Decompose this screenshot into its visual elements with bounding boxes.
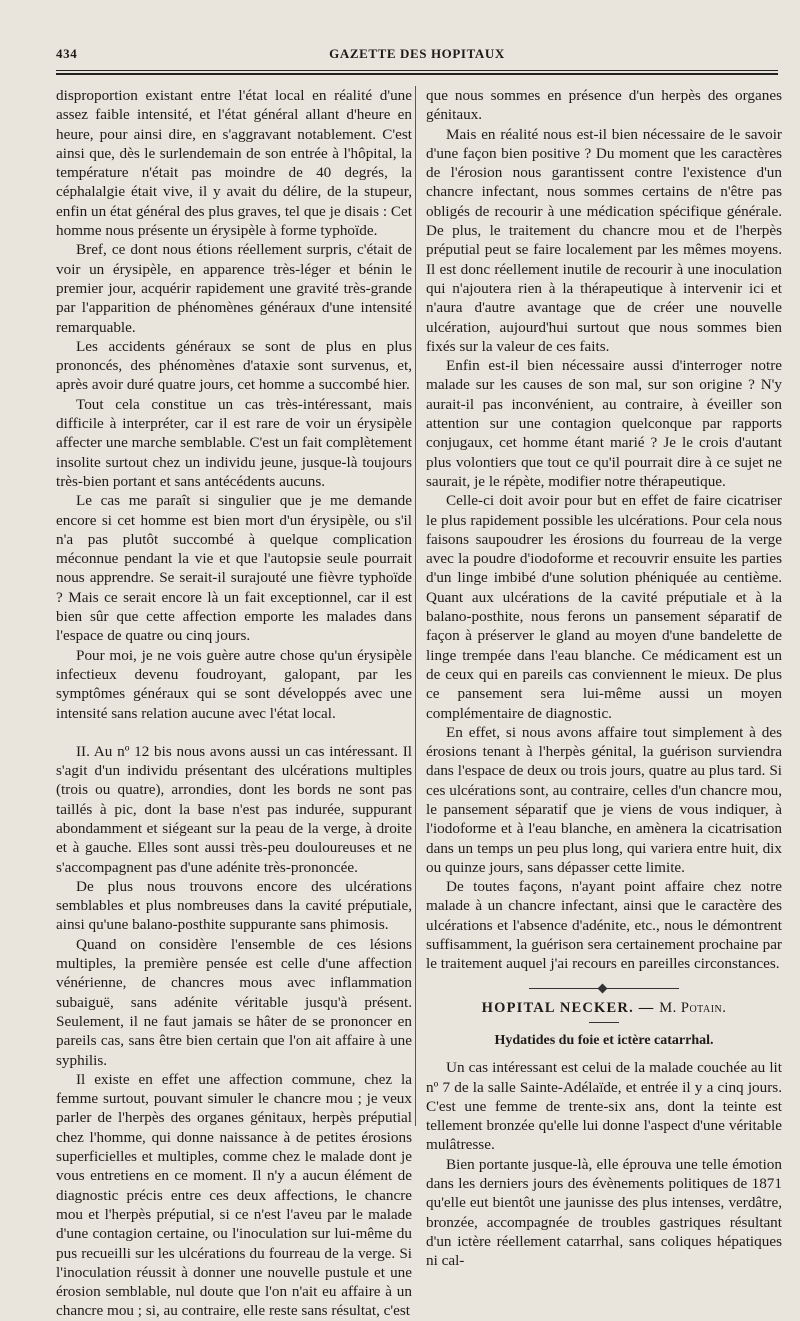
paragraph: En effet, si nous avons affaire tout simplement à des érosions tenant à l'herpès génital, la guérison surviendra dans l'espace de deux ou trois jours, quatre au plus tard. Si ces ulcérations sont, au contraire, celles d'un chancre mou, le pansement séparatif que je viens de vous indiquer, à l'iodoforme et à l'eau blanche, en amènera la cicatrisation dans un temps un peu plus long, qui variera entre huit, dix ou quinze jours, sans dépasser cette limite. (426, 723, 782, 876)
heading-rule (589, 1022, 619, 1023)
paragraph: Il existe en effet une affection commune, chez la femme surtout, pouvant simuler le chancre mou ; je veux parler de l'herpès des organes génitaux, herpès préputial chez l'homme, qui donne naissance à de petites érosions superficielles et multiples, comme chez le malade dont je vous entretiens en ce moment. Il n'y a aucun élément de diagnostic précis entre ces deux affections, le chancre mou et l'herpès préputial, si ce n'est l'aveu par le malade d'une contagion certaine, ou l'inoculation sur lui-même du pus recueilli sur les ulcérations du fourreau de la verge. Si l'inoculation réussit à donner une nouvelle pustule et une érosion semblable, nul doute que l'on n'ait eu affaire à un chancre mou ; si, au contraire, elle reste sans résultat, c'est (56, 1070, 412, 1320)
paragraph: Tout cela constitue un cas très-intéressant, mais difficile à interpréter, car il est rare de voir un érysipèle affecter une marche semblable. C'est un fait complètement insolite surtout chez un individu jeune, jusque-là toujours très-bien portant et sans antécédents aucuns. (56, 395, 412, 490)
paragraph: Enfin est-il bien nécessaire aussi d'interroger notre malade sur les causes de son mal, sur son origine ? N'y aurait-il pas inconvénient, au contraire, à éveiller son attention sur une contagion quelconque par rapports conjugaux, cet homme étant marié ? Je le crois d'autant plus volontiers que tout ce qu'il pourrait dire à ce sujet ne saurait, je le répète, modifier notre thérapeutique. (426, 357, 782, 490)
paragraph: II. Au nº 12 bis nous avons aussi un cas intéressant. Il s'agit d'un individu présentant des ulcérations multiples (trois ou quatre), arrondies, dont les bords ne sont pas taillés à pic, dont la base n'est pas indurée, suppurant abondamment et siégeant sur la peau de la verge, à droite et à gauche. Elles sont aussi très-peu douloureuses et ne s'accompagnent pas d'une adénite très-prononcée. (56, 742, 412, 876)
hospital-name: HOPITAL NECKER. (481, 999, 634, 1016)
right-column (426, 86, 782, 1270)
paragraph: Mais en réalité nous est-il bien nécessaire de le savoir d'une façon bien positive ? Du moment que les caractères de l'érosion nous garantissent contre l'existence d'un chancre infectant, nous sommes certains de n'être pas obligés de recourir à une médication spécifique générale. De plus, le traitement du chancre mou et de l'herpès préputial peut se faire localement par les mêmes moyens. Il est donc réellement inutile de recourir à une inoculation qui n'ajoutera rien à la thérapeutique à intervenir ici et n'aura d'autre avantage que de créer une nouvelle ulcération, aujourd'hui surtout que nous sommes bien fixés sur la valeur de ces faits. (426, 125, 782, 355)
page-number: 434 (56, 46, 78, 61)
paragraph: Bref, ce dont nous étions réellement surpris, c'était de voir un érysipèle, en apparence très-léger et bénin le premier jour, acquérir rapidement une gravité très-grande par l'apparition de phénomènes généraux d'une intensité remarquable. (56, 241, 412, 336)
section-heading (426, 999, 782, 1018)
paragraph: que nous sommes en présence d'un herpès des organes génitaux. (426, 87, 782, 124)
heading-dash: — (638, 999, 655, 1016)
paragraph: Un cas intéressant est celui de la malade couchée au lit nº 7 de la salle Sainte-Adélaïde, et entrée il y a cinq jours. C'est une femme de trente-six ans, dont la teinte est tellement bronzée qu'elle lui donne l'aspect d'une véritable mulâtresse. (426, 1059, 782, 1154)
section-subtitle: Hydatides du foie et ictère catarrhal. (494, 1032, 714, 1048)
section-separator (529, 988, 679, 989)
page-header (56, 46, 778, 64)
paragraph: De plus nous trouvons encore des ulcérations semblables et plus nombreuses dans la cavité préputiale, ainsi qu'une balano-posthite suppurante sans phimosis. (56, 877, 412, 934)
paragraph: Quand on considère l'ensemble de ces lésions multiples, la première pensée est celle d'une affection vénérienne, de chancres mous avec inflammation subaiguë, sans adénite véritable jusqu'à présent. Seulement, il ne faut jamais se hâter de se prononcer en pareils cas, sans être bien certain que l'on ait affaire à une syphilis. (56, 935, 412, 1069)
paragraph: Celle-ci doit avoir pour but en effet de faire cicatriser le plus rapidement possible les ulcérations. Pour cela nous faisons saupoudrer les érosions du fourreau de la verge avec la poudre d'iodoforme et recouvrir ensuite les parties d'un linge imbibé d'une solution phéniquée au centième. Quant aux ulcérations de la cavité préputiale et à la balano-posthite, nous ferons un pansement séparatif de façon à préserver le gland au moyen d'une bandelette de linge trempée dans l'eau blanche. Ce médicament est un de ceux qui en pareils cas conviennent le mieux. De plus ce pansement sera lui-même aussi un moyen complémentaire de diagnostic. (426, 492, 782, 722)
left-column (56, 86, 412, 1320)
paragraph: disproportion existant entre l'état local en réalité d'une assez faible intensité, et l'état général allant d'heure en heure, pour ainsi dire, en s'aggravant notablement. C'est ainsi que, dès le surlendemain de son entrée à l'hôpital, la température n'était pas moindre de 40 degrés, la céphalalgie était vive, il y avait du délire, de la stupeur, enfin un état général des plus graves, tel que je disais : Cet homme nous présente un érysipèle à forme typhoïde. (56, 87, 412, 240)
journal-title: GAZETTE DES HOPITAUX (329, 46, 505, 61)
paragraph: Les accidents généraux se sont de plus en plus prononcés, des phénomènes d'ataxie sont survenus, et, après avoir duré quatre jours, cet homme a succombé hier. (56, 337, 412, 394)
separator-ornament-icon (598, 983, 608, 993)
section-author: M. Potain. (659, 999, 727, 1016)
paragraph: Le cas me paraît si singulier que je me demande encore si cet homme est bien mort d'un érysipèle, ou s'il n'a pas plutôt succombé à quelque complication méconnue pendant la vie et que l'autopsie seule pourrait nous apprendre. Se serait-il surajouté une fièvre typhoïde ? Mais ce serait encore là un fait exceptionnel, car il est bien sûr que cette affection emporte les malades dans l'espace de quatre ou cinq jours. (56, 492, 412, 645)
paragraph: Bien portante jusque-là, elle éprouva une telle émotion dans les derniers jours des évènements politiques de 1871 qu'elle eut bientôt une jaunisse des plus intenses, verdâtre, bronzée, accompagnée de troubles gastriques résultant d'un ictère réellement catarrhal, sans coliques hépatiques ni cal- (426, 1155, 782, 1270)
column-divider (415, 86, 416, 1126)
paragraph: Pour moi, je ne vois guère autre chose qu'un érysipèle infectieux devenu foudroyant, galopant, par les symptômes généraux qui se sont développés avec une intensité sans relation aucune avec l'état local. (56, 646, 412, 722)
paragraph: De toutes façons, n'ayant point affaire chez notre malade à un chancre infectant, ainsi que le caractère des ulcérations et l'absence d'adénite, etc., nous le démontrent suffisamment, la guérison sera certainement prochaine par le traitement auquel j'ai recours en pareilles circonstances. (426, 878, 782, 973)
header-rule (56, 70, 778, 71)
header-rule-thick (56, 73, 778, 75)
